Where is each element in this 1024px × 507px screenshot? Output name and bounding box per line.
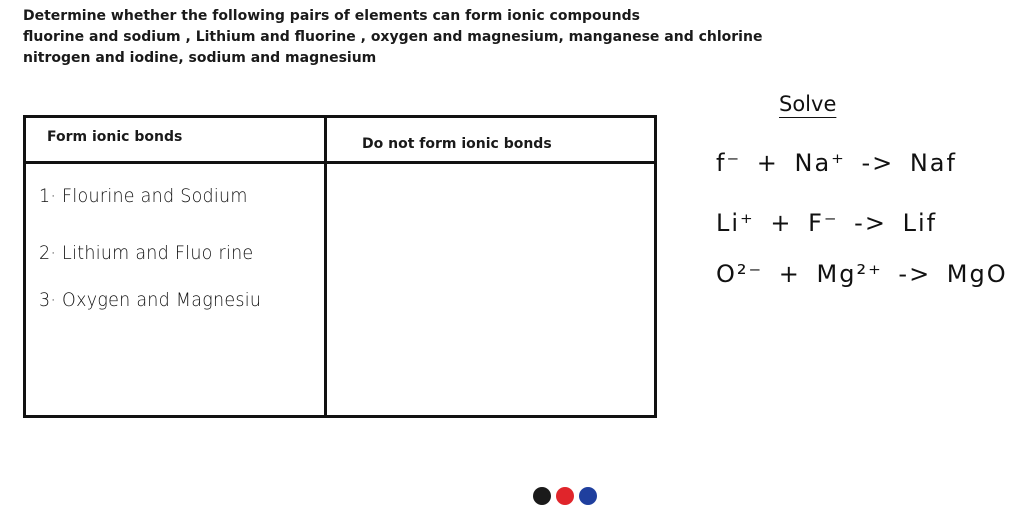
dot-red: [556, 487, 574, 505]
handwritten-equation: O²⁻ + Mg²⁺ -> MgO: [716, 260, 1008, 288]
header-do-not-form-ionic-bonds: Do not form ionic bonds: [362, 136, 552, 152]
question-line: nitrogen and iodine, sodium and magnesium: [23, 50, 377, 66]
handwritten-equation: Li⁺ + F⁻ -> Lif: [716, 209, 938, 237]
dot-blue: [579, 487, 597, 505]
ionic-bonds-table: [23, 115, 657, 418]
handwritten-entry: 3· Oxygen and Magnesiu: [39, 289, 262, 311]
dot-black: [533, 487, 551, 505]
solve-heading: Solve: [779, 92, 837, 116]
handwritten-entry: 2· Lithium and Fluo rine: [39, 242, 254, 264]
table-header-divider: [26, 161, 654, 164]
question-text: [23, 6, 762, 69]
question-line: fluorine and sodium , Lithium and fluorine , oxygen and magnesium, manganese and chlorine: [23, 29, 763, 45]
question-line: Determine whether the following pairs of elements can form ionic compounds: [23, 8, 640, 24]
handwritten-entry: 1· Flourine and Sodium: [39, 185, 248, 207]
handwritten-equation: f⁻ + Na⁺ -> Naf: [716, 149, 957, 177]
header-form-ionic-bonds: Form ionic bonds: [47, 129, 183, 145]
